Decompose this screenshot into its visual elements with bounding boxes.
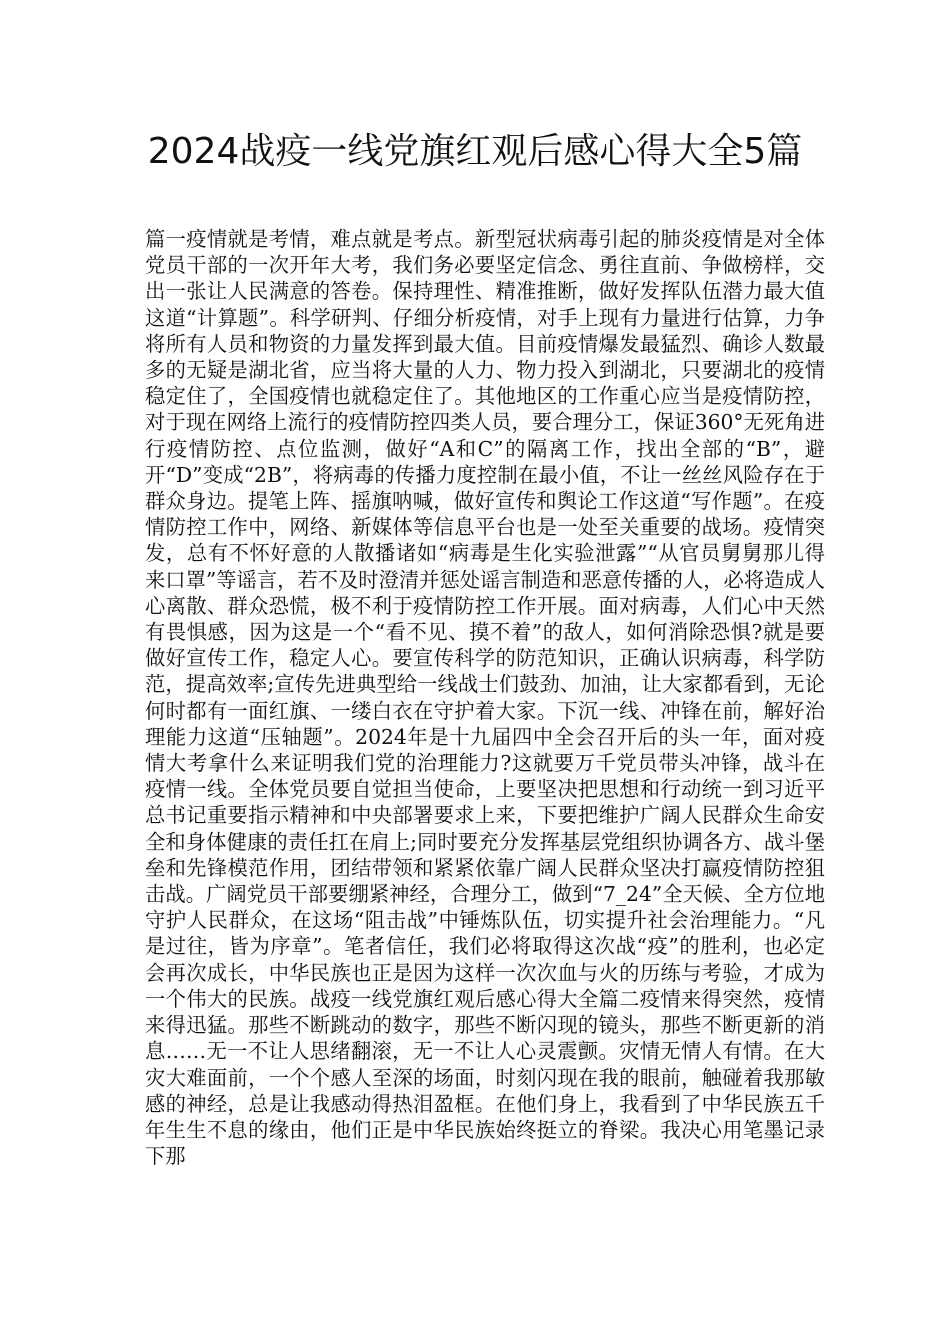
document-body: 篇一疫情就是考情，难点就是考点。新型冠状病毒引起的肺炎疫情是对全体党员干部的一次开年大考，我们务必要坚定信念、勇往直前、争做榜样，交出一张让人民满意的答卷。保持理性、精准推断，做好发挥队伍潜力最大值这道“计算题”。科学研判、仔细分析疫情，对手上现有力量进行估算，力争将所有人员和物资的力量发挥到最大值。目前疫情爆发最猛烈、确诊人数最多的无疑是湖北省，应当将大量的人力、物力投入到湖北，只要湖北的疫情稳定住了，全国疫情也就稳定住了。其他地区的工作重心应当是疫情防控，对于现在网络上流行的疫情防控四类人员，要合理分工，保证360°无死角进行疫情防控、点位监测，做好“A和C”的隔离工作，找出全部的“B”，避开“D”变成“2B”，将病毒的传播力度控制在最小值，不让一丝丝风险存在于群众身边。提笔上阵、摇旗呐喊，做好宣传和舆论工作这道“写作题”。在疫情防控工作中，网络、新媒体等信息平台也是一处至关重要的战场。疫情突发，总有不怀好意的人散播诸如“病毒是生化实验泄露”“从官员舅舅那儿得来口罩”等谣言，若不及时澄清并惩处谣言制造和恶意传播的人，必将造成人心离散、群众恐慌，极不利于疫情防控工作开展。面对病毒，人们心中天然有畏惧感，因为这是一个“看不见、摸不着”的敌人，如何消除恐惧?就是要做好宣传工作，稳定人心。要宣传科学的防范知识，正确认识病毒，科学防范，提高效率;宣传先进典型给一线战士们鼓劲、加油，让大家都看到，无论何时都有一面红旗、一缕白衣在守护着大家。下沉一线、冲锋在前，解好治理能力这道“压轴题”。2024年是十九届四中全会召开后的头一年，面对疫情大考拿什么来证明我们党的治理能力?这就要万千党员带头冲锋，战斗在疫情一线。全体党员要自觉担当使命，上要坚决把思想和行动统一到习近平总书记重要指示精神和中央部署要求上来，下要把维护广阔人民群众生命安全和身体健康的责任扛在肩上;同时要充分发挥基层党组织协调各方、战斗堡垒和先锋模范作用，团结带领和紧紧依靠广阔人民群众坚决打赢疫情防控狙击战。广阔党员干部要绷紧神经，合理分工，做到“7_24”全天候、全方位地守护人民群众，在这场“阻击战”中锤炼队伍，切实提升社会治理能力。“凡是过往，皆为序章”。笔者信任，我们必将取得这次战“疫”的胜利，也必定会再次成长，中华民族也正是因为这样一次次血与火的历练与考验，才成为一个伟大的民族。战疫一线党旗红观后感心得大全篇二疫情来得突然，疫情来得迅猛。那些不断跳动的数字，那些不断闪现的镜头，那些不断更新的消息……无一不让人思绪翻滚，无一不让人心灵震颤。灾情无情人有情。在大灾大难面前，一个个感人至深的场面，时刻闪现在我的眼前，触碰着我那敏感的神经，总是让我感动得热泪盈框。在他们身上，我看到了中华民族五千年生生不息的缘由，他们正是中华民族始终挺立的脊梁。我决心用笔墨记录下那 <box>145 227 825 1169</box>
document-title: 2024战疫一线党旗红观后感心得大全5篇 <box>147 131 803 172</box>
